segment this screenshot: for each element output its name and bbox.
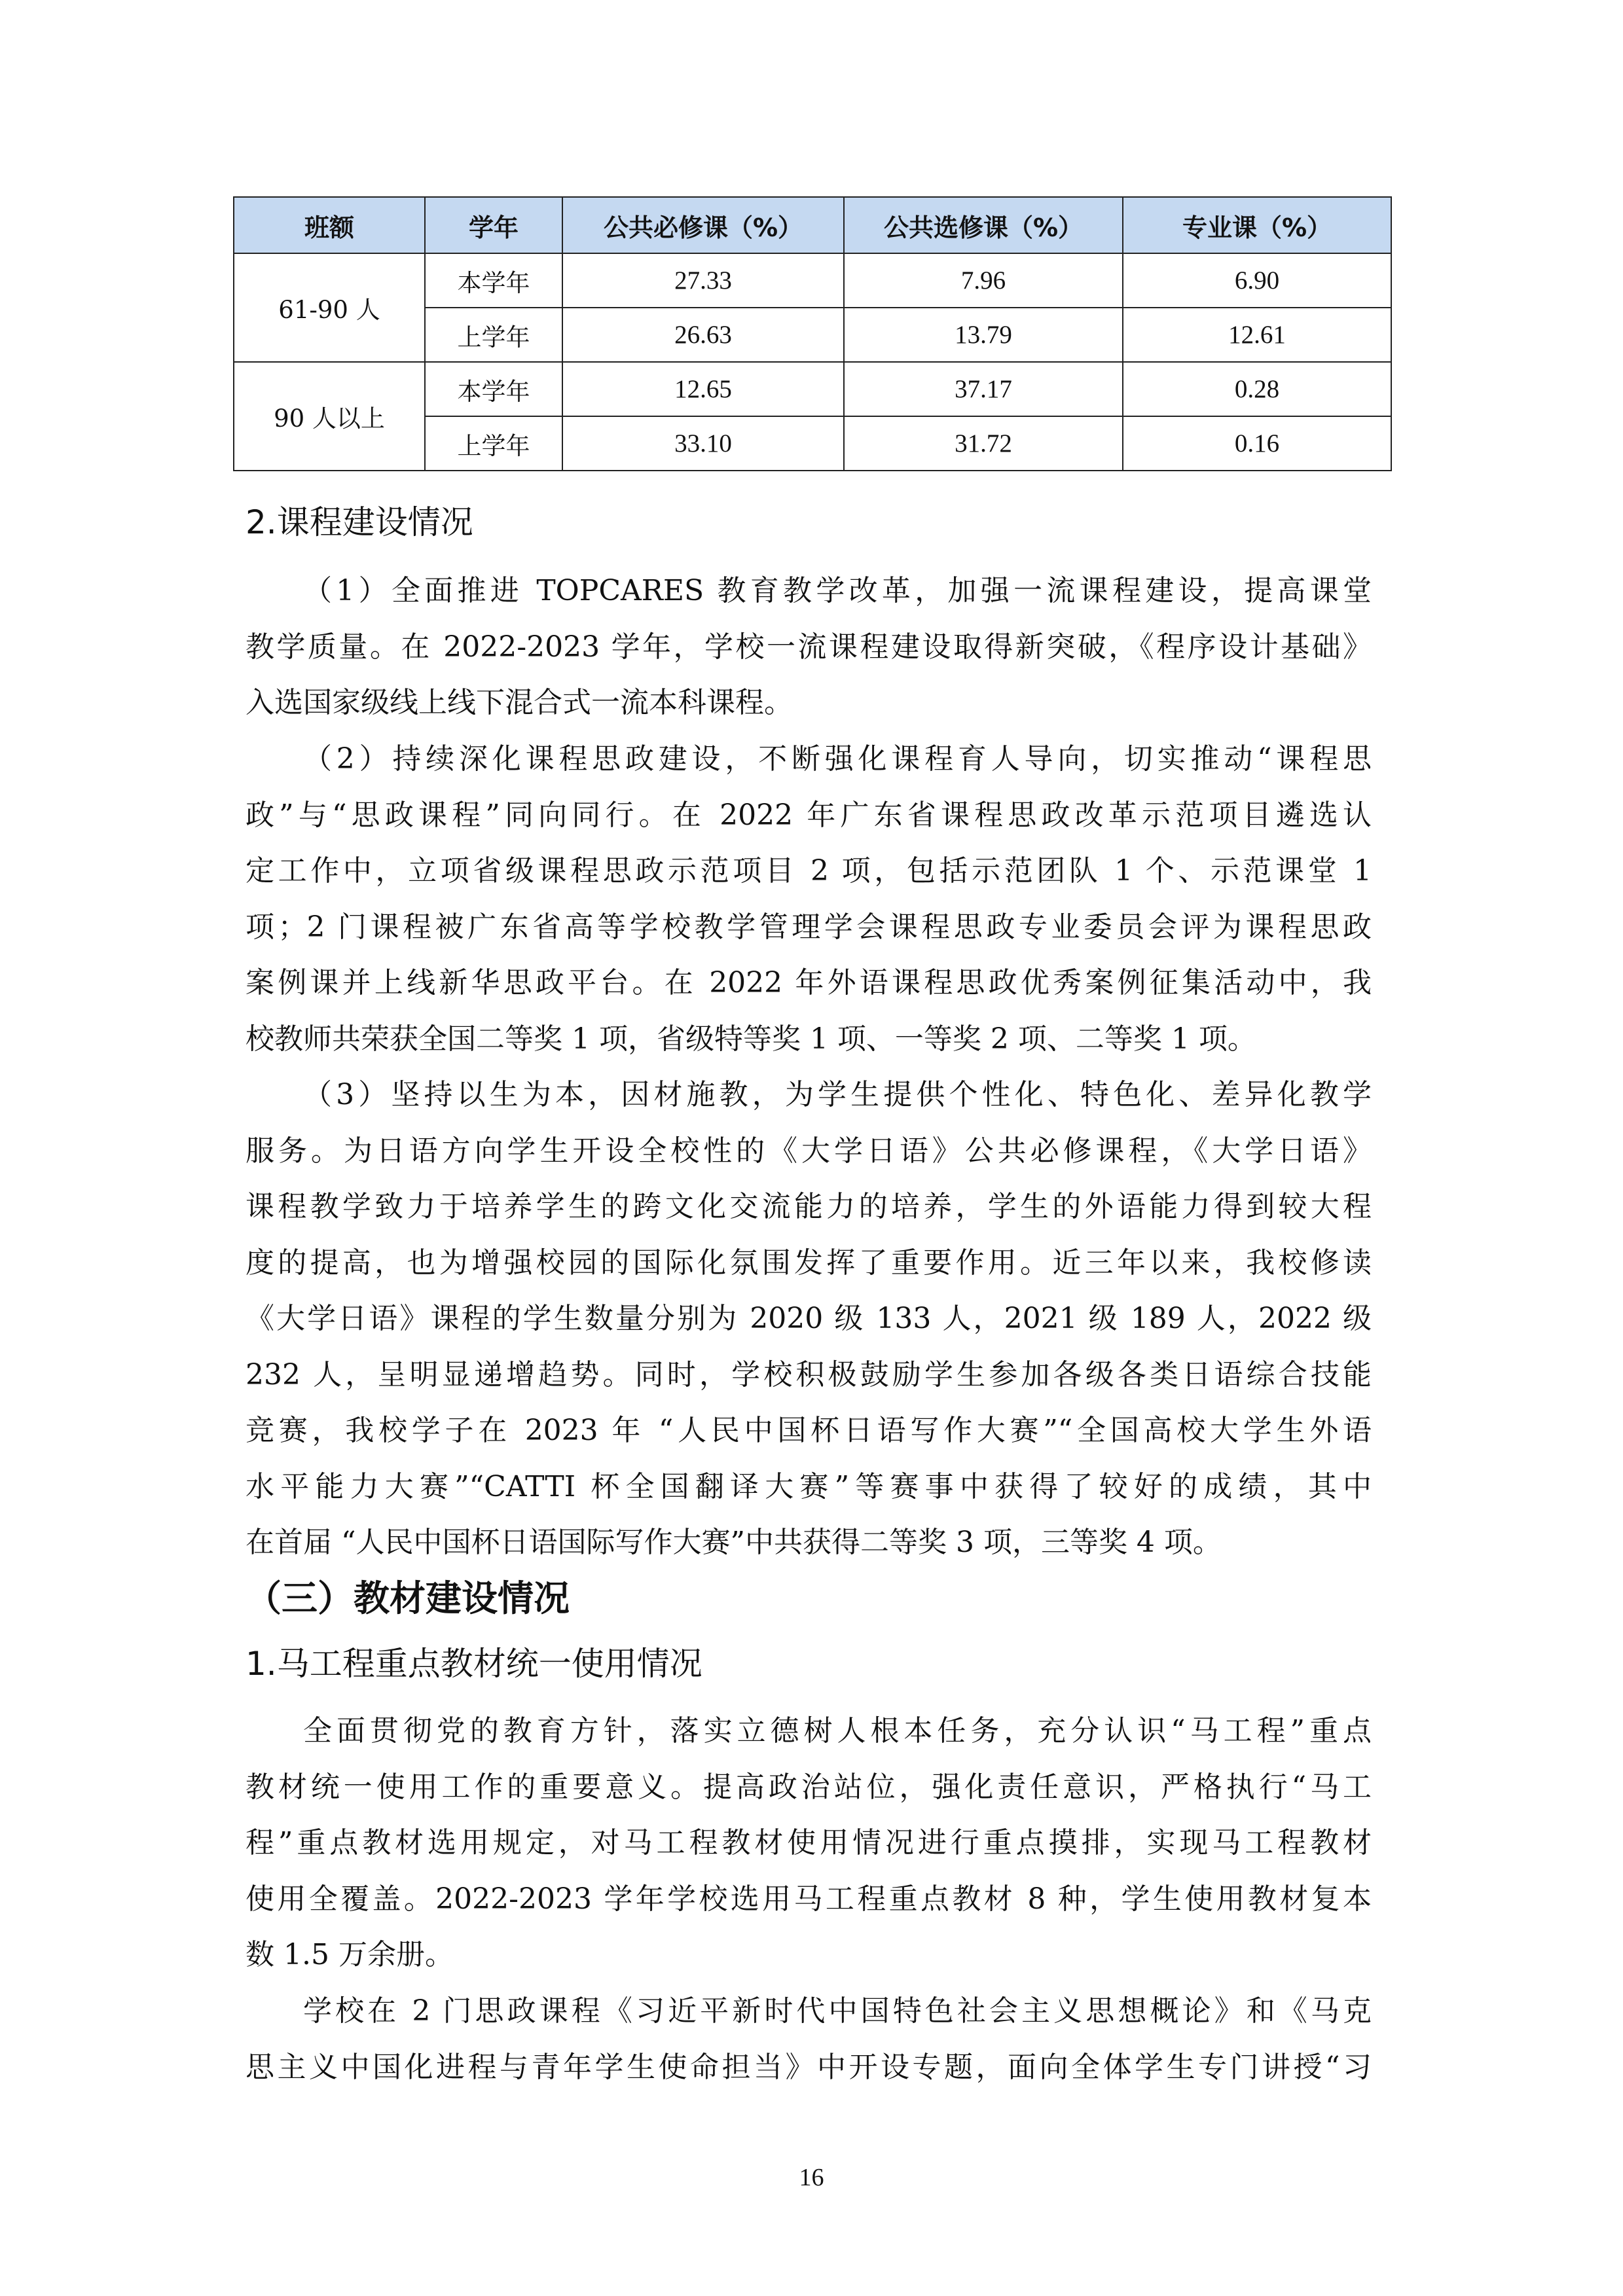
header-year: 学年 (425, 197, 562, 253)
paragraph-line: （3）坚持以生为本，因材施教，为学生提供个性化、特色化、差异化教学 (303, 1078, 1372, 1111)
header-class-size: 班额 (234, 197, 425, 253)
table-header-row (234, 197, 1391, 253)
paragraph-line: 使用全覆盖。2022-2023 学年学校选用马工程重点教材 8 种，学生使用教材复本 (246, 1882, 1372, 1916)
year-cell: 本学年 (425, 362, 562, 416)
required-cell: 27.33 (562, 253, 844, 308)
course-paragraph-1 (246, 563, 1372, 731)
textbook-subheading: 1.马工程重点教材统一使用情况 (246, 1645, 702, 1683)
paragraph-line: 学校在 2 门思政课程《习近平新时代中国特色社会主义思想概论》和《马克 (303, 1994, 1372, 2028)
elective-cell: 31.72 (844, 416, 1123, 471)
required-cell: 26.63 (562, 308, 844, 362)
major-cell: 0.16 (1123, 416, 1391, 471)
paragraph-line: 程”重点教材选用规定，对马工程教材使用情况进行重点摸排，实现马工程教材 (246, 1826, 1372, 1859)
header-required: 公共必修课（%） (562, 197, 844, 253)
paragraph-line: 教材统一使用工作的重要意义。提高政治站位，强化责任意识，严格执行“马工 (246, 1770, 1372, 1804)
year-cell: 本学年 (425, 253, 562, 308)
major-cell: 0.28 (1123, 362, 1391, 416)
paragraph-line: 数 1.5 万余册。 (246, 1938, 454, 1971)
paragraph-line: 入选国家级线上线下混合式一流本科课程。 (246, 686, 793, 719)
textbook-section-heading: （三）教材建设情况 (246, 1577, 570, 1619)
paragraph-line: 政”与“思政课程”同向同行。在 2022 年广东省课程思政改革示范项目遴选认 (246, 798, 1372, 832)
required-cell: 12.65 (562, 362, 844, 416)
paragraph-line: 校教师共荣获全国二等奖 1 项，省级特等奖 1 项、一等奖 2 项、二等奖 1 项。 (246, 1022, 1256, 1056)
elective-cell: 7.96 (844, 253, 1123, 308)
group-label: 61-90 人 (234, 253, 425, 362)
year-cell: 上学年 (425, 308, 562, 362)
paragraph-line: 课程教学致力于培养学生的跨文化交流能力的培养，学生的外语能力得到较大程 (246, 1190, 1372, 1223)
paragraph-line: 定工作中，立项省级课程思政示范项目 2 项，包括示范团队 1 个、示范课堂 1 (246, 854, 1372, 888)
paragraph-line: （2）持续深化课程思政建设，不断强化课程育人导向，切实推动“课程思 (303, 742, 1372, 776)
required-cell: 33.10 (562, 416, 844, 471)
header-elective: 公共选修课（%） (844, 197, 1123, 253)
class-size-table (233, 196, 1392, 471)
major-cell: 12.61 (1123, 308, 1391, 362)
paragraph-line: 项；2 门课程被广东省高等学校教学管理学会课程思政专业委员会评为课程思政 (246, 910, 1372, 944)
table-row (234, 362, 1391, 416)
table-row (234, 253, 1391, 308)
paragraph-line: 教学质量。在 2022-2023 学年，学校一流课程建设取得新突破，《程序设计基础》 (246, 630, 1372, 664)
paragraph-line: 思主义中国化进程与青年学生使命担当》中开设专题，面向全体学生专门讲授“习 (246, 2050, 1372, 2084)
paragraph-line: 水平能力大赛”“CATTI 杯全国翻译大赛”等赛事中获得了较好的成绩，其中 (246, 1469, 1372, 1503)
paragraph-line: 度的提高，也为增强校园的国际化氛围发挥了重要作用。近三年以来，我校修读 (246, 1246, 1372, 1280)
paragraph-line: 案例课并上线新华思政平台。在 2022 年外语课程思政优秀案例征集活动中，我 (246, 966, 1372, 999)
group-label: 90 人以上 (234, 362, 425, 471)
elective-cell: 13.79 (844, 308, 1123, 362)
paragraph-line: 竞赛，我校学子在 2023 年 “人民中国杯日语写作大赛”“全国高校大学生外语 (246, 1414, 1372, 1447)
paragraph-line: 在首届 “人民中国杯日语国际写作大赛”中共获得二等奖 3 项，三等奖 4 项。 (246, 1526, 1222, 1559)
paragraph-line: （1）全面推进 TOPCARES 教育教学改革，加强一流课程建设，提高课堂 (303, 574, 1372, 607)
textbook-paragraph-1 (246, 1703, 1372, 1983)
elective-cell: 37.17 (844, 362, 1123, 416)
textbook-paragraph-2 (246, 1983, 1372, 2095)
course-paragraph-3 (246, 1067, 1372, 1571)
paragraph-line: 全面贯彻党的教育方针，落实立德树人根本任务，充分认识“马工程”重点 (303, 1714, 1372, 1748)
major-cell: 6.90 (1123, 253, 1391, 308)
course-paragraph-2 (246, 731, 1372, 1067)
course-section-heading: 2.课程建设情况 (246, 503, 473, 541)
paragraph-line: 服务。为日语方向学生开设全校性的《大学日语》公共必修课程，《大学日语》 (246, 1134, 1372, 1168)
page-number: 16 (799, 2164, 824, 2191)
paragraph-line: 232 人，呈明显递增趋势。同时，学校积极鼓励学生参加各级各类日语综合技能 (246, 1357, 1372, 1391)
paragraph-line: 《大学日语》课程的学生数量分别为 2020 级 133 人，2021 级 189 人，2022 级 (246, 1302, 1372, 1335)
header-major: 专业课（%） (1123, 197, 1391, 253)
year-cell: 上学年 (425, 416, 562, 471)
